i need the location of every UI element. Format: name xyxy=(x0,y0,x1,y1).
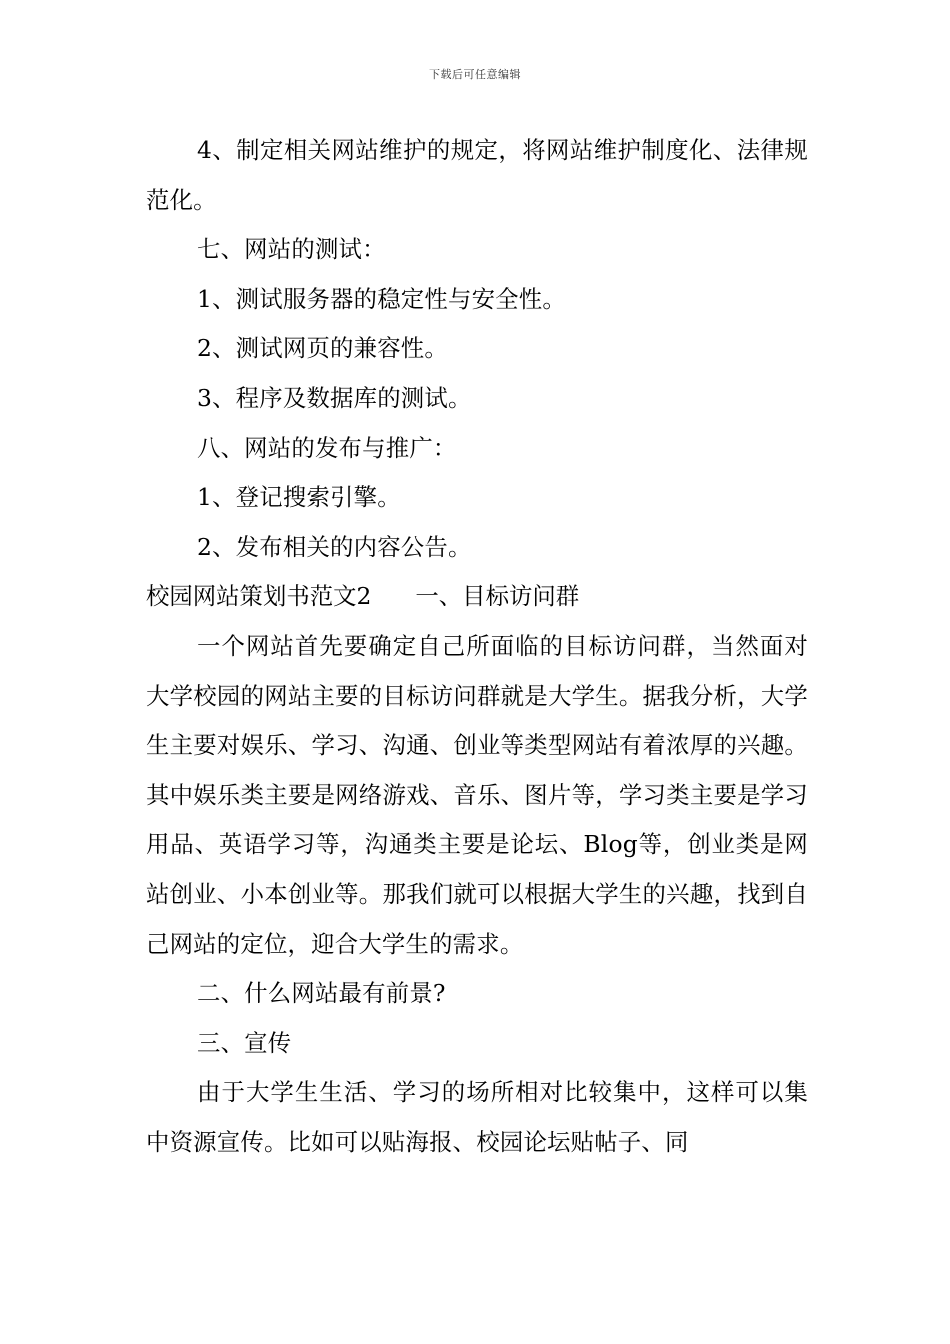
section-heading-line xyxy=(146,572,808,622)
heading-promising-site: 二、什么网站最有前景? xyxy=(197,979,446,1008)
section-subtitle: 一、目标访问群 xyxy=(415,582,580,611)
list-item-test-server: 1、测试服务器的稳定性与安全性。 xyxy=(197,284,566,313)
section-title: 校园网站策划书范文2 xyxy=(146,582,372,611)
paragraph-promotion: 由于大学生生活、学习的场所相对比较集中，这样可以集中资源宣传。比如可以贴海报、校园论坛贴帖子、同 xyxy=(146,1078,808,1156)
heading-publish-promote: 八、网站的发布与推广： xyxy=(197,433,457,462)
heading-promotion: 三、宣传 xyxy=(197,1028,292,1057)
header-note: 下载后可任意编辑 xyxy=(429,68,521,81)
list-item-search-engine: 1、登记搜索引擎。 xyxy=(197,483,401,512)
list-item-announcement: 2、发布相关的内容公告。 xyxy=(197,532,472,561)
heading-site-testing: 七、网站的测试： xyxy=(197,235,386,264)
paragraph-maintenance-rule: 4、制定相关网站维护的规定，将网站维护制度化、法律规范化。 xyxy=(146,136,808,214)
paragraph-target-audience: 一个网站首先要确定自己所面临的目标访问群，当然面对大学校园的网站主要的目标访问群就是大学生。据我分析，大学生主要对娱乐、学习、沟通、创业等类型网站有着浓厚的兴趣。其中娱乐类主要是网络游戏、音乐、图片等，学习类主要是学习用品、英语学习等，沟通类主要是论坛、Blog等，创业类是网站创业、小本创业等。那我们就可以根据大学生的兴趣，找到自己网站的定位，迎合大学生的需求。 xyxy=(146,631,808,958)
list-item-test-database: 3、程序及数据库的测试。 xyxy=(197,383,472,412)
list-item-test-compatibility: 2、测试网页的兼容性。 xyxy=(197,334,448,363)
document-body xyxy=(146,126,808,1167)
